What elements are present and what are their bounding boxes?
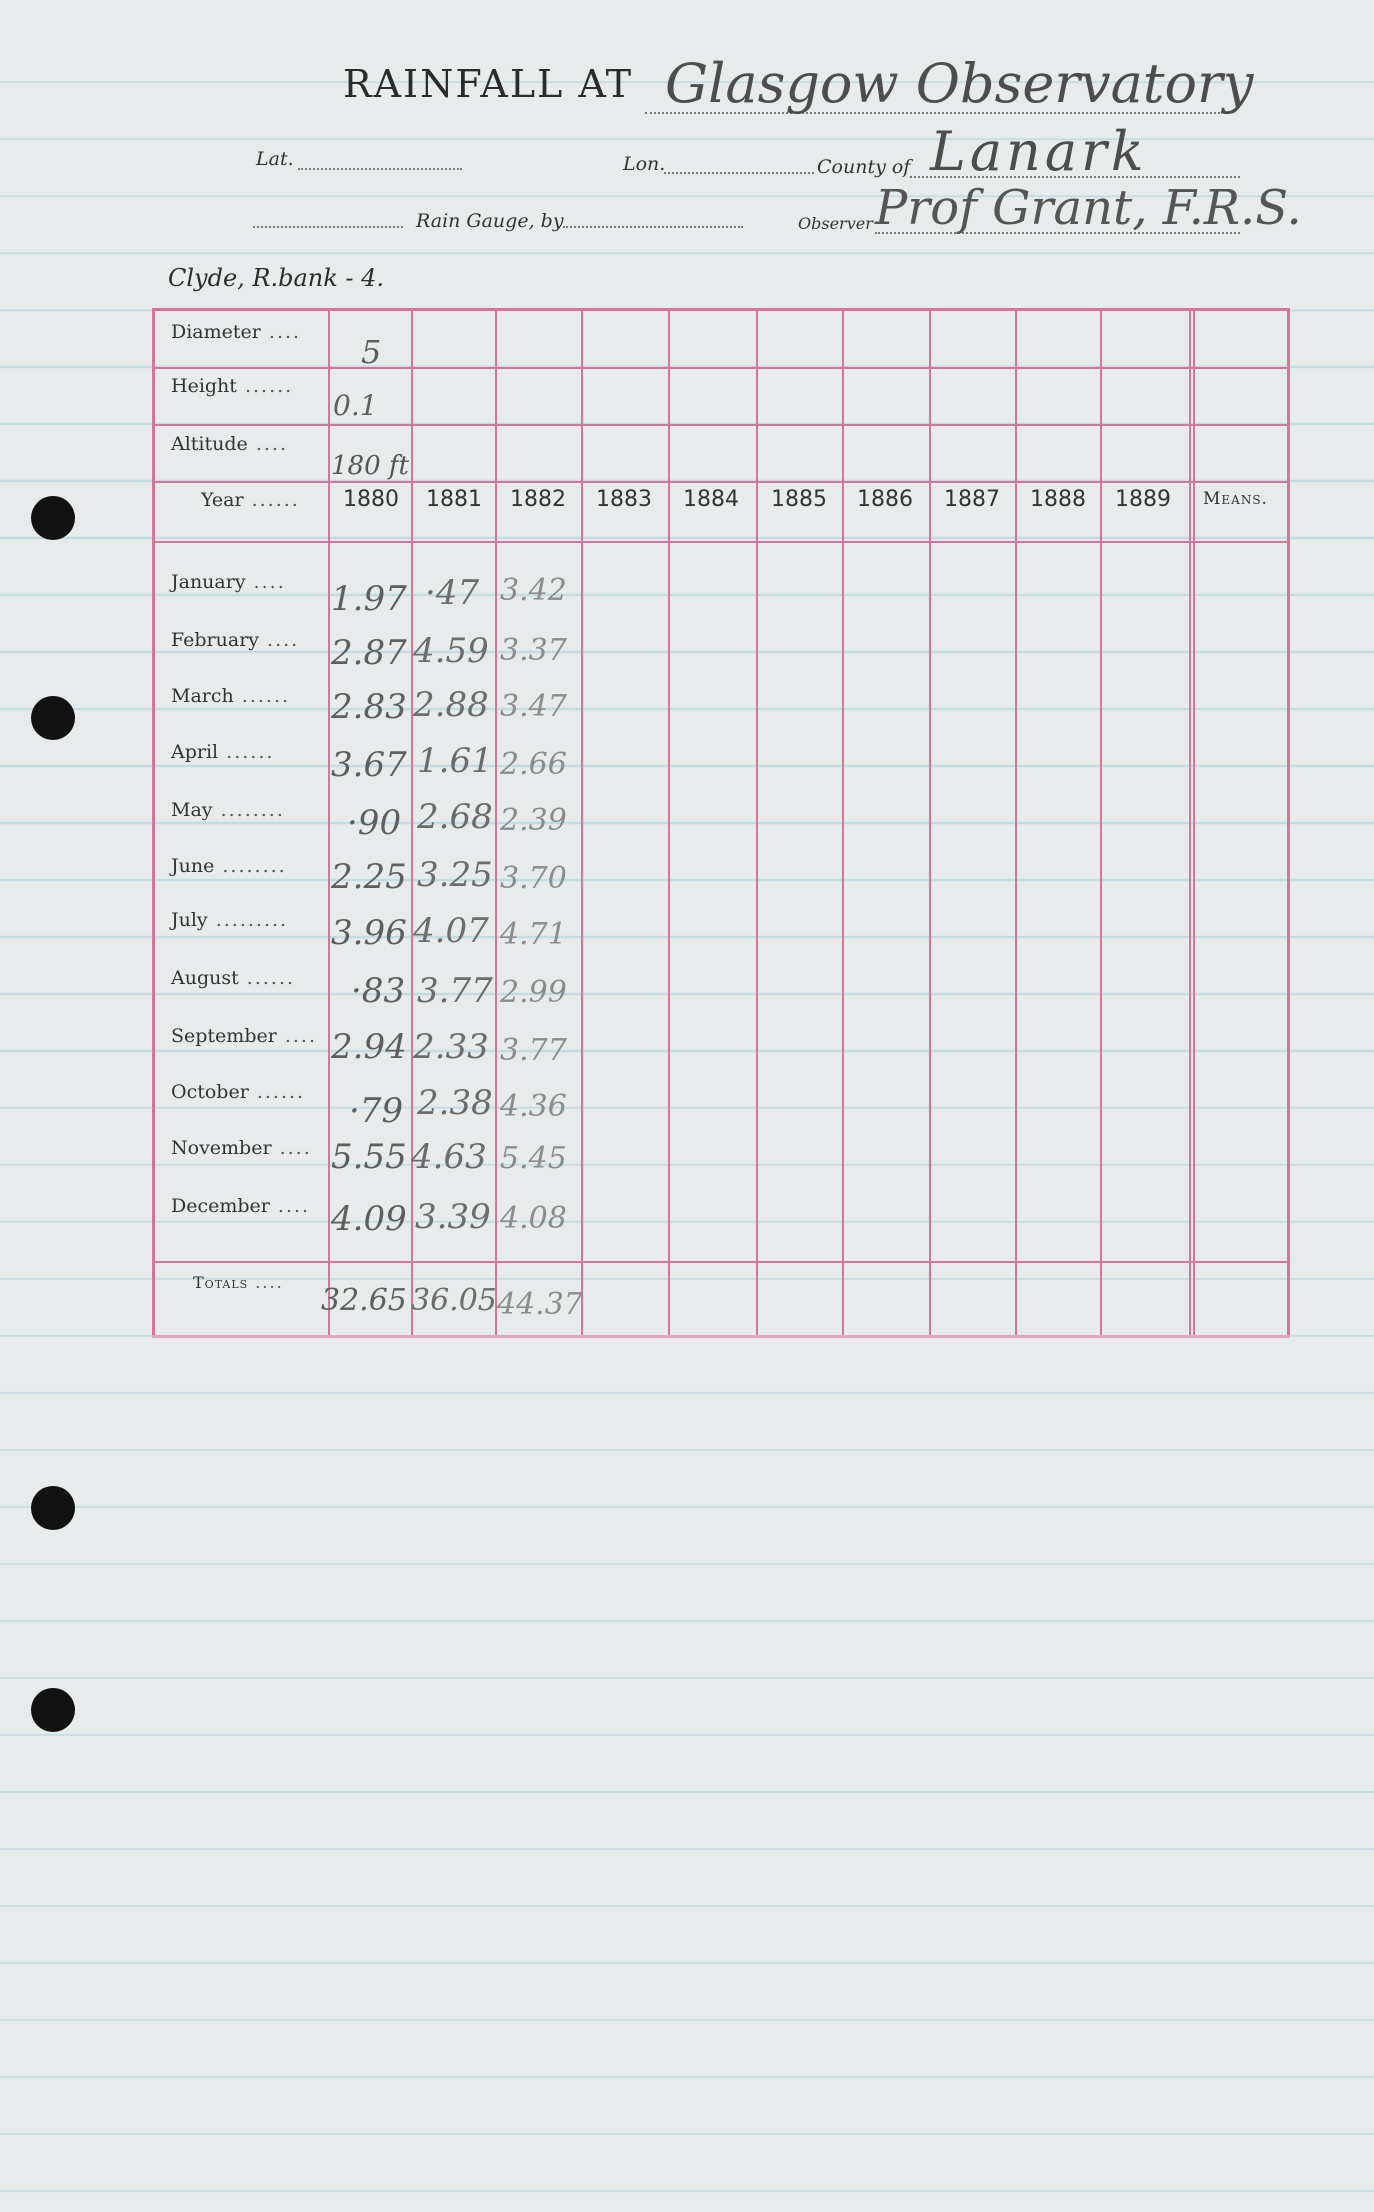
form-title: RAINFALL AT <box>343 62 634 106</box>
value-1880: ·79 <box>349 1091 404 1131</box>
value-1881: 3.77 <box>417 971 493 1011</box>
month-label: February <box>171 629 260 651</box>
observer-name: Prof Grant, F.R.S. <box>875 180 1302 236</box>
month-label: May <box>171 799 213 821</box>
month-label: July <box>171 909 208 931</box>
value-1880: 4.09 <box>331 1199 407 1239</box>
total-1882: 44.37 <box>497 1287 583 1322</box>
value-1881: 4.07 <box>413 911 489 951</box>
lon-label: Lon. <box>623 153 666 175</box>
total-1880: 32.65 <box>321 1283 407 1318</box>
value-1880: 1.97 <box>331 579 407 619</box>
total-1881: 36.05 <box>411 1283 497 1318</box>
value-1882: 3.47 <box>500 689 567 724</box>
table-bottom-rule <box>152 1335 1290 1338</box>
maker-line <box>253 226 403 228</box>
punch-hole <box>31 1688 75 1732</box>
value-1881: 3.39 <box>415 1197 491 1237</box>
county-name: Lanark <box>930 120 1148 183</box>
month-label: November <box>171 1137 272 1159</box>
lat-line <box>298 168 462 170</box>
value-1881: 3.25 <box>417 855 493 895</box>
county-label: County of <box>817 156 911 178</box>
totals-label: Totals <box>193 1273 249 1292</box>
punch-hole <box>31 1486 75 1530</box>
margin-note: Clyde, R.bank - 4. <box>168 264 385 292</box>
value-1880: ·90 <box>347 803 402 843</box>
value-1881: 2.88 <box>413 685 489 725</box>
height-value: 0.1 <box>333 389 378 422</box>
value-1880: 2.83 <box>331 687 407 727</box>
year-1888: 1888 <box>1030 487 1086 512</box>
means-header: Means. <box>1203 489 1268 509</box>
value-1881: 1.61 <box>417 741 493 781</box>
value-1880: 3.96 <box>331 913 407 953</box>
year-1883: 1883 <box>596 487 652 512</box>
value-1882: 3.37 <box>500 633 567 668</box>
value-1882: 3.42 <box>500 573 567 608</box>
diameter-label: Diameter .... <box>171 321 302 343</box>
value-1882: 3.70 <box>500 861 567 896</box>
year-1880: 1880 <box>343 487 399 512</box>
value-1881: 4.63 <box>411 1137 487 1177</box>
month-label: March <box>171 685 234 707</box>
value-1881: 2.38 <box>417 1083 493 1123</box>
gauge-line <box>563 226 743 228</box>
value-1880: 3.67 <box>331 745 407 785</box>
value-1880: 2.87 <box>331 633 407 673</box>
month-label: April <box>171 741 219 763</box>
altitude-label: Altitude .... <box>171 433 288 455</box>
value-1881: 4.59 <box>413 631 489 671</box>
year-label: Year ...... <box>201 489 300 511</box>
altitude-value: 180 ft <box>331 451 409 481</box>
year-1884: 1884 <box>683 487 739 512</box>
year-1886: 1886 <box>857 487 913 512</box>
rainfall-table: Diameter .... 5 Height ...... 0.1 Altitude .... 180 ft Year ...... 1880 1881 1882 1883 1884 1885 1886 1887 1888 1889 Means. January .... 1.97 ·47 3.42 February .... 2.87 4.59 3.37 March ...... 2.83 2.88 3.47 April ...... 3.67 1.61 2.66 May ........ ·90 2.68 2.39 June ........ 2.25 3.25 3.70 July ......... 3.96 4.07 4.71 August ...... ·83 3.77 2.99 September .... 2.94 2.33 3.77 October ...... ·79 2.38 4.36 November .... 5.55 4.63 5.45 December .... 4.09 3.39 4.08 Totals .... 32.65 36.05 44.37 <box>152 308 1290 1338</box>
month-label: August <box>171 967 239 989</box>
month-label: January <box>171 571 246 593</box>
lat-label: Lat. <box>256 148 294 170</box>
month-label: October <box>171 1081 249 1103</box>
value-1880: 2.25 <box>331 857 407 897</box>
observer-label: Observer <box>798 214 873 233</box>
value-1880: 2.94 <box>331 1027 407 1067</box>
punch-hole <box>31 696 75 740</box>
lon-line <box>664 172 814 174</box>
value-1882: 3.77 <box>500 1033 567 1068</box>
rain-gauge-label: Rain Gauge, by <box>416 210 564 232</box>
value-1882: 4.36 <box>500 1089 567 1124</box>
year-1885: 1885 <box>771 487 827 512</box>
value-1882: 5.45 <box>500 1141 567 1176</box>
value-1881: ·47 <box>425 573 480 613</box>
value-1880: ·83 <box>351 971 406 1011</box>
value-1882: 4.08 <box>500 1201 567 1236</box>
month-label: December <box>171 1195 270 1217</box>
year-1889: 1889 <box>1115 487 1171 512</box>
diameter-value: 5 <box>361 333 382 371</box>
year-1882: 1882 <box>510 487 566 512</box>
station-name: Glasgow Observatory <box>665 52 1254 115</box>
value-1882: 2.66 <box>500 747 567 782</box>
value-1882: 2.99 <box>500 975 567 1010</box>
value-1881: 2.33 <box>413 1027 489 1067</box>
month-label: September <box>171 1025 277 1047</box>
month-label: June <box>171 855 215 877</box>
punch-hole <box>31 496 75 540</box>
value-1882: 2.39 <box>500 803 567 838</box>
value-1881: 2.68 <box>417 797 493 837</box>
height-label: Height ...... <box>171 375 294 397</box>
year-1887: 1887 <box>944 487 1000 512</box>
value-1882: 4.71 <box>500 917 567 952</box>
value-1880: 5.55 <box>331 1137 407 1177</box>
year-1881: 1881 <box>426 487 482 512</box>
